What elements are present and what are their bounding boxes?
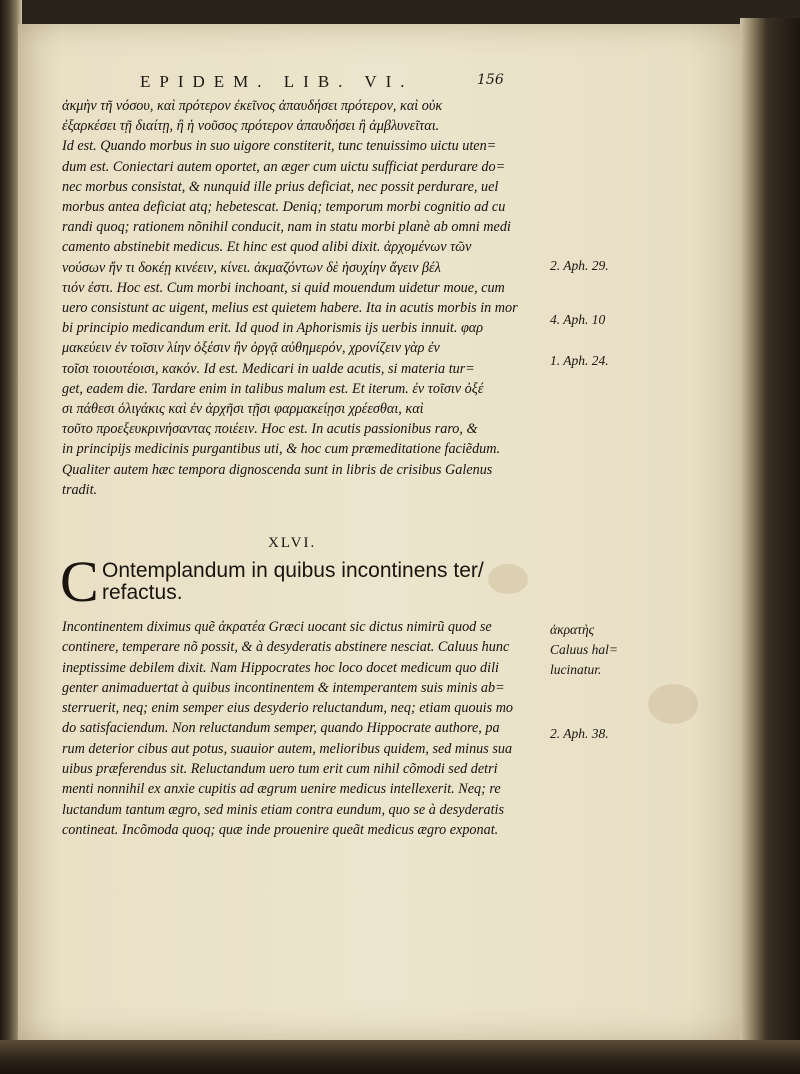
text-line: luctandum tantum ægro, sed minis etiam contra eundum, quo se à desyderatis [62, 801, 505, 818]
text-line: νούσων ἤν τι δοκέῃ κινέειν, κίνει. ἀκμαζόντων δὲ ἡσυχίην ἄγειν βέλ [62, 259, 441, 276]
page-edge-right [740, 18, 800, 1058]
text-line: contineat. Incõmoda quoq; quæ inde prouenire queãt medicus ægro exponat. [62, 821, 499, 838]
drop-initial: C [60, 549, 99, 614]
text-line: dum est. Coniectari autem oportet, an æger cum uictu sufficiat perdurare do= [62, 158, 506, 175]
page-edge-bottom [0, 1040, 800, 1074]
text-line: tradit. [62, 481, 98, 498]
text-line: morbus antea deficiat atq; hebetescat. Deniq; temporum morbi cognitio ad cu [62, 199, 506, 216]
text-line: uibus præferendus sit. Reluctandum uero tum erit cum nihil cõmodi sed detri [62, 761, 498, 778]
text-line: τοῦτο προεξευκρινήσαντας ποιέειν. Hoc est. In acutis passionibus raro, & [62, 421, 478, 438]
text-line: genter animaduertat à quibus incontinentem & intemperantem suis minis ab= [62, 679, 505, 696]
text-line: sterruerit, neq; enim semper eius desyderio reluctandum, neq; etiam quouis mo [62, 700, 514, 717]
text-line: Id est. Quando morbus in suo uigore constiterit, tunc tenuissimo uictu uten= [62, 138, 497, 155]
text-line: nec morbus consistat, & nunquid ille prius deficiat, nec possit perdurare, uel [62, 178, 499, 195]
text-line: uero consistunt ac uigent, melius est quietem habere. Ita in acutis morbis in mor [62, 300, 518, 317]
text-line: ἀκμὴν τῆ νόσου, καὶ πρότερον ἐκεῖνος ἀπαυδήσει πρότερον, καὶ οὐκ [62, 98, 443, 114]
page-number: 156 [477, 72, 504, 88]
chapter-text-block [62, 617, 552, 840]
margin-note: 2. Aph. 29. [550, 258, 609, 273]
chapter-heading [102, 560, 542, 604]
running-head: EPIDEM. LIB. VI. [140, 72, 414, 91]
chapter-number: XLVI. [268, 535, 317, 551]
text-line: μακεύειν ἐν τοῖσιν λίην ὀξέσιν ἢν ὀργᾷ αὐθημερόν, χρονίζειν γὰρ ἐν [62, 340, 440, 357]
text-line: menti nonnihil ex anxie cupitis ad ægrum uenire medicus intellexerit. Neq; re [62, 781, 501, 798]
text-line: randi quoq; rationem nõnihil conducit, nam in statu morbi planè ab omni medi [62, 219, 511, 236]
text-line: σι πάθεσι ὀλιγάκις καὶ ἐν ἀρχῆσι τῇσι φαρμακείῃσι χρέεσθαι, καὶ [62, 401, 424, 418]
margin-note: ἀκρατὴς [550, 622, 595, 637]
text-line: get, eadem die. Tardare enim in talibus malum est. Et iterum. ἐν τοῖσιν ὀξέ [62, 380, 484, 397]
text-line: ἐξαρκέσει τῇ διαίτῃ, ἢ ἡ νοῦσος πρότερον ἀπαυδήσει ἢ ἀμβλυνεῖται. [62, 118, 440, 135]
text-line: bi principio medicandum erit. Id quod in Aphorismis ijs uerbis innuit. φαρ [62, 320, 484, 337]
text-line: continere, temperare nõ possit, & à desyderatis abstinere nesciat. Caluus hunc [62, 639, 510, 656]
text-line: camento abstinebit medicus. Et hinc est quod alibi dixit. ἀρχομένων τῶν [62, 239, 472, 256]
heading-line: refactus. [102, 581, 183, 604]
margin-note: 4. Aph. 10 [550, 312, 606, 327]
margin-note: 1. Aph. 24. [550, 353, 609, 368]
text-line: Incontinentem diximus quẽ ἀκρατέα Græci uocant sic dictus nimirũ quod se [62, 619, 492, 635]
text-line: rum deterior cibus aut potus, suauior autem, melioribus quidem, sed minus sua [62, 740, 513, 757]
text-line: τιόν ἐστι. Hoc est. Cum morbi inchoant, si quid mouendum uidetur moue, cum [62, 279, 505, 296]
text-line: τοῖσι τοιουτέοισι, κακόν. Id est. Medicari in ualde acutis, si materia tur= [62, 360, 475, 377]
text-line: ineptissime debilem dixit. Nam Hippocrates hoc loco docet medicum quo dili [62, 659, 499, 676]
paper-stain [648, 684, 698, 724]
text-line: in principijs medicinis purgantibus uti, & hoc cum præmeditatione faciẽdum. [62, 441, 501, 458]
margin-note: 2. Aph. 38. [550, 726, 609, 741]
margin-note: lucinatur. [550, 662, 602, 677]
text-line: Qualiter autem hæc tempora dignoscenda sunt in libris de crisibus Galenus [62, 461, 493, 478]
main-text-block [62, 96, 572, 500]
margin-note: Caluus hal= [550, 642, 618, 657]
heading-line: Ontemplandum in quibus incontinens ter/ [102, 559, 484, 582]
text-line: do satisfaciendum. Non reluctandum semper, quando Hippocrate authore, pa [62, 720, 500, 737]
